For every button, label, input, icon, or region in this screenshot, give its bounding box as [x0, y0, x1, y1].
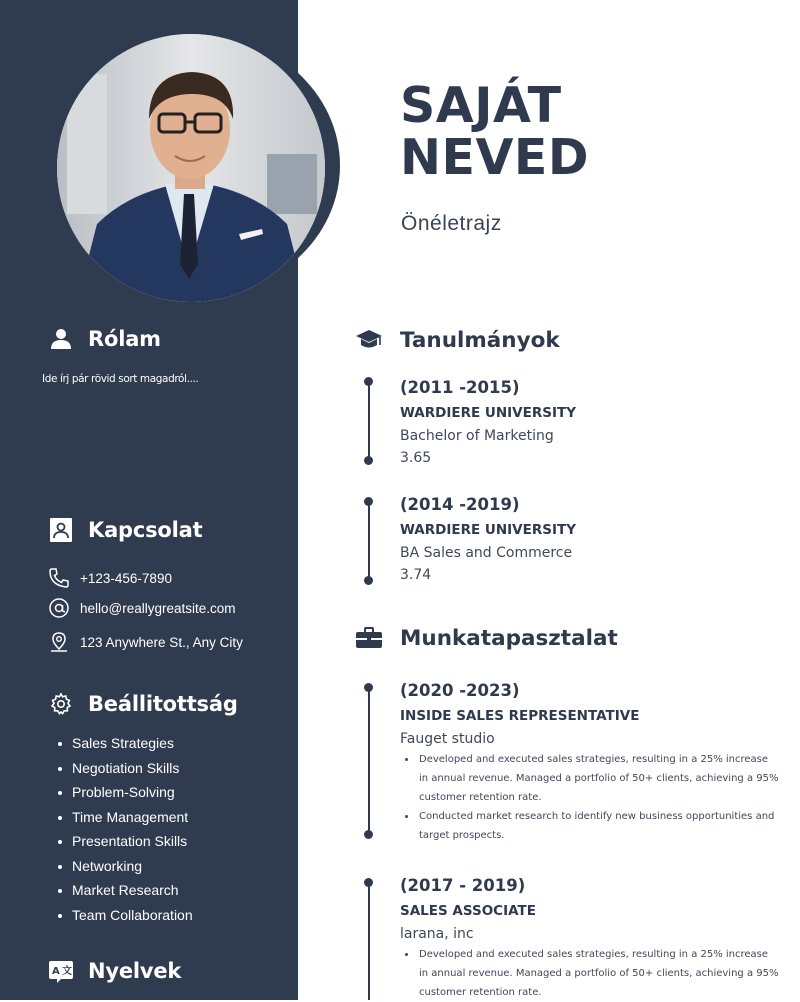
address-text: 123 Anywhere St., Any City: [80, 634, 243, 650]
at-sign-icon: [48, 597, 70, 619]
entry-years: (2020 -2023): [400, 681, 520, 700]
timeline-dot: [364, 830, 373, 839]
about-title: Rólam: [88, 327, 161, 351]
entry-company: Fauget studio: [400, 731, 495, 747]
entry-role: SALES ASSOCIATE: [400, 903, 536, 919]
skills-heading: [48, 691, 238, 717]
experience-heading: [355, 624, 618, 652]
experience-title: Munkatapasztalat: [400, 625, 618, 651]
entry-gpa: 3.65: [400, 450, 432, 466]
skills-title: Beállitottság: [88, 692, 238, 716]
list-item: Developed and executed sales strategies, resulting in a 25% increase in annual revenue. Managed a portfolio of 50+ clients, achieving a 95% customer retention rate.: [400, 750, 780, 807]
contact-phone: [48, 567, 172, 589]
education-heading: [355, 326, 560, 354]
name-line-1: SAJÁT: [400, 77, 562, 134]
list-item: Developed and executed sales strategies, resulting in a 25% increase in annual revenue. Managed a portfolio of 50+ clients, achieving a 95% customer retention rate.: [400, 945, 780, 1002]
education-entry: [400, 374, 780, 469]
list-item: Problem-Solving: [58, 782, 193, 807]
gear-icon: [48, 691, 74, 717]
name-heading: [400, 77, 590, 186]
entry-bullets: [400, 750, 780, 845]
skills-list: [58, 733, 193, 929]
timeline-dot: [364, 576, 373, 585]
graduation-cap-icon: [355, 326, 383, 354]
svg-text:文: 文: [62, 966, 72, 977]
entry-years: (2014 -2019): [400, 495, 520, 514]
list-item: Conducted market research to identify new business opportunities and target prospects.: [400, 807, 780, 845]
about-heading: [48, 326, 161, 352]
contact-heading: [48, 517, 202, 543]
timeline-line: [368, 687, 370, 835]
svg-text:A: A: [52, 966, 60, 977]
profile-photo: [57, 34, 325, 302]
entry-role: INSIDE SALES REPRESENTATIVE: [400, 708, 640, 724]
phone-text: +123-456-7890: [80, 570, 172, 586]
list-item: Negotiation Skills: [58, 758, 193, 783]
name-line-2: NEVED: [400, 129, 590, 186]
contact-title: Kapcsolat: [88, 518, 203, 542]
languages-title: Nyelvek: [88, 959, 182, 983]
list-item: Market Research: [58, 880, 193, 905]
entry-bullets: [400, 945, 780, 1002]
contact-address: [48, 631, 243, 653]
entry-school: WARDIERE UNIVERSITY: [400, 522, 576, 538]
about-text: Ide írj pár rövid sort magadról....: [42, 373, 199, 385]
entry-degree: BA Sales and Commerce: [400, 545, 573, 561]
user-icon: [48, 326, 74, 352]
experience-entry: [400, 872, 780, 1002]
languages-heading: [48, 958, 181, 984]
contact-card-icon: [48, 517, 74, 543]
list-item: Presentation Skills: [58, 831, 193, 856]
entry-years: (2017 - 2019): [400, 876, 526, 895]
education-title: Tanulmányok: [400, 327, 560, 353]
list-item: Networking: [58, 856, 193, 881]
person-photo-icon: [57, 34, 325, 302]
list-item: Team Collaboration: [58, 905, 193, 930]
entry-company: larana, inc: [400, 926, 474, 942]
experience-entry: [400, 677, 780, 845]
list-item: Time Management: [58, 807, 193, 832]
timeline-dot: [364, 456, 373, 465]
contact-email: [48, 597, 236, 619]
location-pin-icon: [48, 631, 70, 653]
list-item: Sales Strategies: [58, 733, 193, 758]
timeline-line: [368, 882, 370, 1000]
email-text: hello@reallygreatsite.com: [80, 600, 236, 616]
entry-degree: Bachelor of Marketing: [400, 428, 554, 444]
briefcase-icon: [355, 624, 383, 652]
phone-icon: [48, 567, 70, 589]
entry-gpa: 3.74: [400, 567, 432, 583]
translate-icon: [48, 958, 74, 984]
timeline-line: [368, 381, 370, 461]
entry-school: WARDIERE UNIVERSITY: [400, 405, 576, 421]
resume-subtitle: Önéletrajz: [401, 212, 502, 235]
timeline-line: [368, 501, 370, 580]
entry-years: (2011 -2015): [400, 378, 520, 397]
education-entry: [400, 491, 780, 586]
